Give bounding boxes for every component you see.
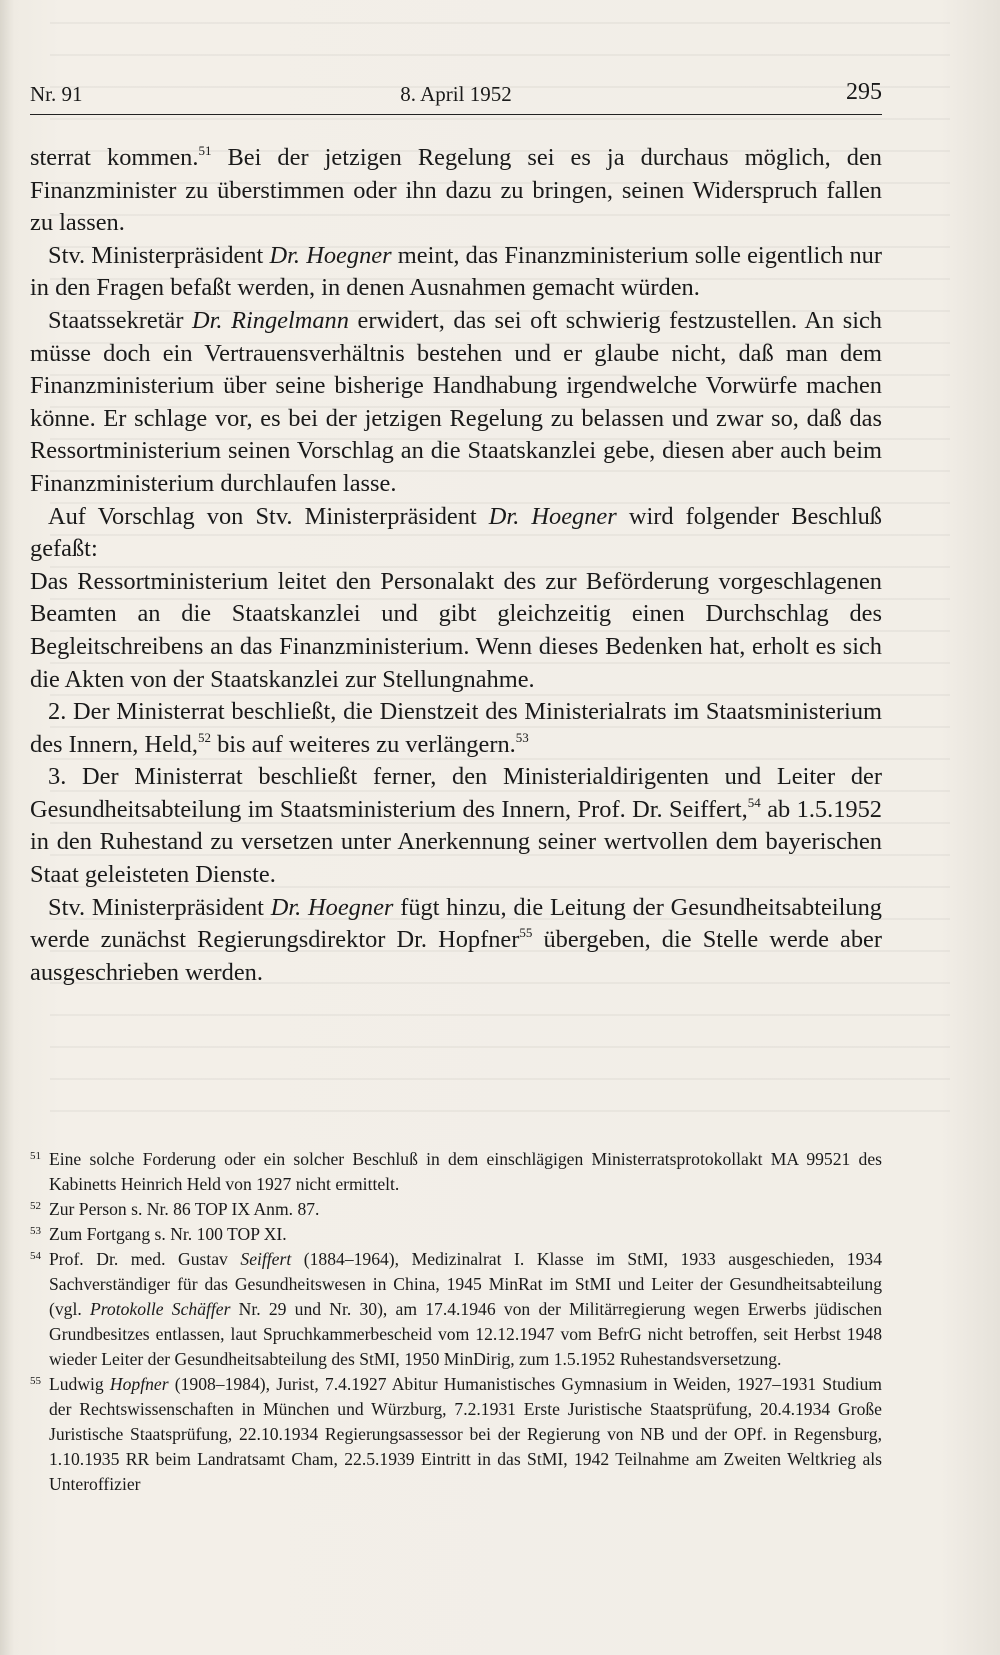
footnote-text: Eine solche Forderung oder ein solcher Beschluß in dem einschlägigen Ministerratsprotokollakt MA 99521 des Kabinetts Heinrich Held von 1927 nicht ermittelt. xyxy=(49,1149,882,1194)
text-run: bis auf weiteres zu verlängern. xyxy=(210,730,516,758)
footnote-number: 53 xyxy=(30,1225,41,1237)
text-run: wird folgender Beschluß gefaßt: xyxy=(30,502,882,563)
paragraph-4 xyxy=(30,501,882,566)
text-run: meint, das Finanzministerium solle eigentlich nur in den Fragen befaßt werden, in denen Ausnahmen gemacht würden. xyxy=(30,241,882,302)
document-number: Nr. 91 xyxy=(30,82,83,106)
reference-title: Protokolle Schäffer xyxy=(89,1299,231,1319)
main-text xyxy=(30,142,882,989)
text-run: Auf Vorschlag von Stv. Ministerpräsident xyxy=(48,502,489,530)
text-run: 2. Der Ministerrat beschließt, die Dienstzeit des Ministerialrats im Staatsministerium des Innern, Held, xyxy=(30,698,882,758)
text-run: sterrat kommen. xyxy=(30,144,199,171)
footnote-text: Zur Person s. Nr. 86 TOP IX Anm. 87. xyxy=(49,1199,320,1219)
speaker-name: Dr. Hoegner xyxy=(270,893,394,921)
text-run: erwidert, das sei oft schwierig festzustellen. An sich müsse doch ein Vertrauensverhältnis bestehen und er glaube nicht, daß man dem Finanzministerium über seine bisherige Handhabung irgendwelche Vorwürfe machen könne. Er schlage vor, es bei der jetzigen Regelung zu belassen und zwar so, daß das Ressortministerium seinen Vorschlag an die Staatskanzlei gebe, diesen aber auch beim Finanzministerium durchlaufen lasse. xyxy=(30,306,883,497)
person-name: Hopfner xyxy=(109,1374,169,1394)
footnote-number: 51 xyxy=(30,1150,41,1162)
text-run: übergeben, die Stelle werde aber ausgeschrieben werden. xyxy=(30,926,882,986)
footnote-number: 54 xyxy=(30,1250,41,1262)
text-run: Prof. Dr. med. Gustav xyxy=(49,1249,241,1269)
paragraph-item-3 xyxy=(30,761,882,891)
text-run: Bei der jetzigen Regelung sei es ja durchaus möglich, den Finanzminister zu überstimmen oder ihn dazu zu bringen, seinen Widerspruch fallen zu lassen. xyxy=(30,144,882,237)
footnote-ref-54[interactable]: 54 xyxy=(747,794,761,810)
speaker-name: Dr. Hoegner xyxy=(488,502,617,530)
resolution-paragraph: Das Ressortministerium leitet den Personalakt des zur Beförderung vorgeschlagenen Beamten an die Staatskanzlei und gibt gleichzeitig einen Durchschlag des Begleitschreibens an das Finanzministerium. Wenn dieses Bedenken hat, erholt es sich die Akten von der Staatskanzlei zur Stellungnahme. xyxy=(30,567,882,693)
speaker-name: Dr. Ringelmann xyxy=(192,306,349,334)
text-run: (1908–1984), Jurist, 7.4.1927 Abitur Humanistisches Gymnasium in Weiden, 1927–1931 Studium der Rechtswissenschaften in München und Würzburg, 7.2.1931 Erste Juristische Staatsprüfung, 20.4.1934 Große Juristische Staatsprüfung, 22.10.1934 Regierungsassessor bei der Regierung von NB und der OPf. in Regensburg, 1.10.1935 RR beim Landratsamt Cham, 22.5.1939 Eintritt in das StMI, 1942 Teilnahme am Zweiten Weltkrieg als Unteroffizier xyxy=(49,1374,882,1494)
footnote-text xyxy=(49,1249,882,1369)
running-header xyxy=(30,78,882,115)
footnote-ref-51[interactable]: 51 xyxy=(198,143,212,158)
footnote-51 xyxy=(30,1147,882,1197)
footnote-ref-55[interactable]: 55 xyxy=(519,925,533,941)
text-run: fügt hinzu, die Leitung der Gesundheitsabteilung werde zunächst Regierungsdirektor Dr. Hopfner xyxy=(30,893,882,954)
footnote-number: 55 xyxy=(30,1375,41,1387)
page-number: 295 xyxy=(846,79,882,105)
paragraph-1 xyxy=(30,142,882,240)
paragraph-8 xyxy=(30,892,882,990)
footnote-55 xyxy=(30,1372,882,1497)
text-run: Stv. Ministerpräsident xyxy=(48,241,270,269)
footnote-text xyxy=(49,1374,882,1494)
footnote-53 xyxy=(30,1222,882,1247)
footnote-54 xyxy=(30,1247,882,1372)
person-name: Seiffert xyxy=(240,1249,292,1269)
speaker-name: Dr. Hoegner xyxy=(269,241,392,269)
text-run: 3. Der Ministerrat beschließt ferner, den Ministerialdirigenten und Leiter der Gesundheitsabteilung im Staatsministerium des Innern, Prof. Dr. Seiffert, xyxy=(30,763,882,823)
footnote-ref-53[interactable]: 53 xyxy=(515,729,529,745)
text-run: Staatssekretär xyxy=(48,306,193,334)
paragraph-item-2 xyxy=(30,696,882,761)
text-run: ab 1.5.1952 in den Ruhestand zu versetzen unter Anerkennung seiner wertvollen dem bayerischen Staat geleisteten Dienste. xyxy=(30,795,882,889)
footnote-52 xyxy=(30,1197,882,1222)
text-run: (1884–1964), Medizinalrat I. Klasse im StMI, 1933 ausgeschieden, 1934 Sachverständiger für das Gesundheitswesen in China, 1945 MinRat im StMI und Leiter der Gesundheitsabteilung (vgl. xyxy=(49,1249,882,1319)
text-run: Nr. 29 und Nr. 30), am 17.4.1946 von der Militärregierung wegen Erwerbs jüdischen Grundbesitzes entlassen, laut Spruchkammerbescheid vom 12.12.1947 vom BefrG nicht betroffen, seit Herbst 1948 wieder Leiter der Gesundheitsabteilung des StMI, 1950 MinDirig, zum 1.5.1952 Ruhestandsversetzung. xyxy=(49,1299,883,1369)
paragraph-3 xyxy=(30,305,882,501)
text-run: Ludwig xyxy=(49,1374,110,1394)
footnote-number: 52 xyxy=(30,1200,41,1212)
paragraph-2 xyxy=(30,240,882,305)
footnote-text: Zum Fortgang s. Nr. 100 TOP XI. xyxy=(49,1224,287,1244)
text-run: Stv. Ministerpräsident xyxy=(48,893,271,921)
footnotes xyxy=(30,1147,882,1497)
footnote-ref-52[interactable]: 52 xyxy=(197,729,211,745)
header-date: 8. April 1952 xyxy=(400,82,512,106)
